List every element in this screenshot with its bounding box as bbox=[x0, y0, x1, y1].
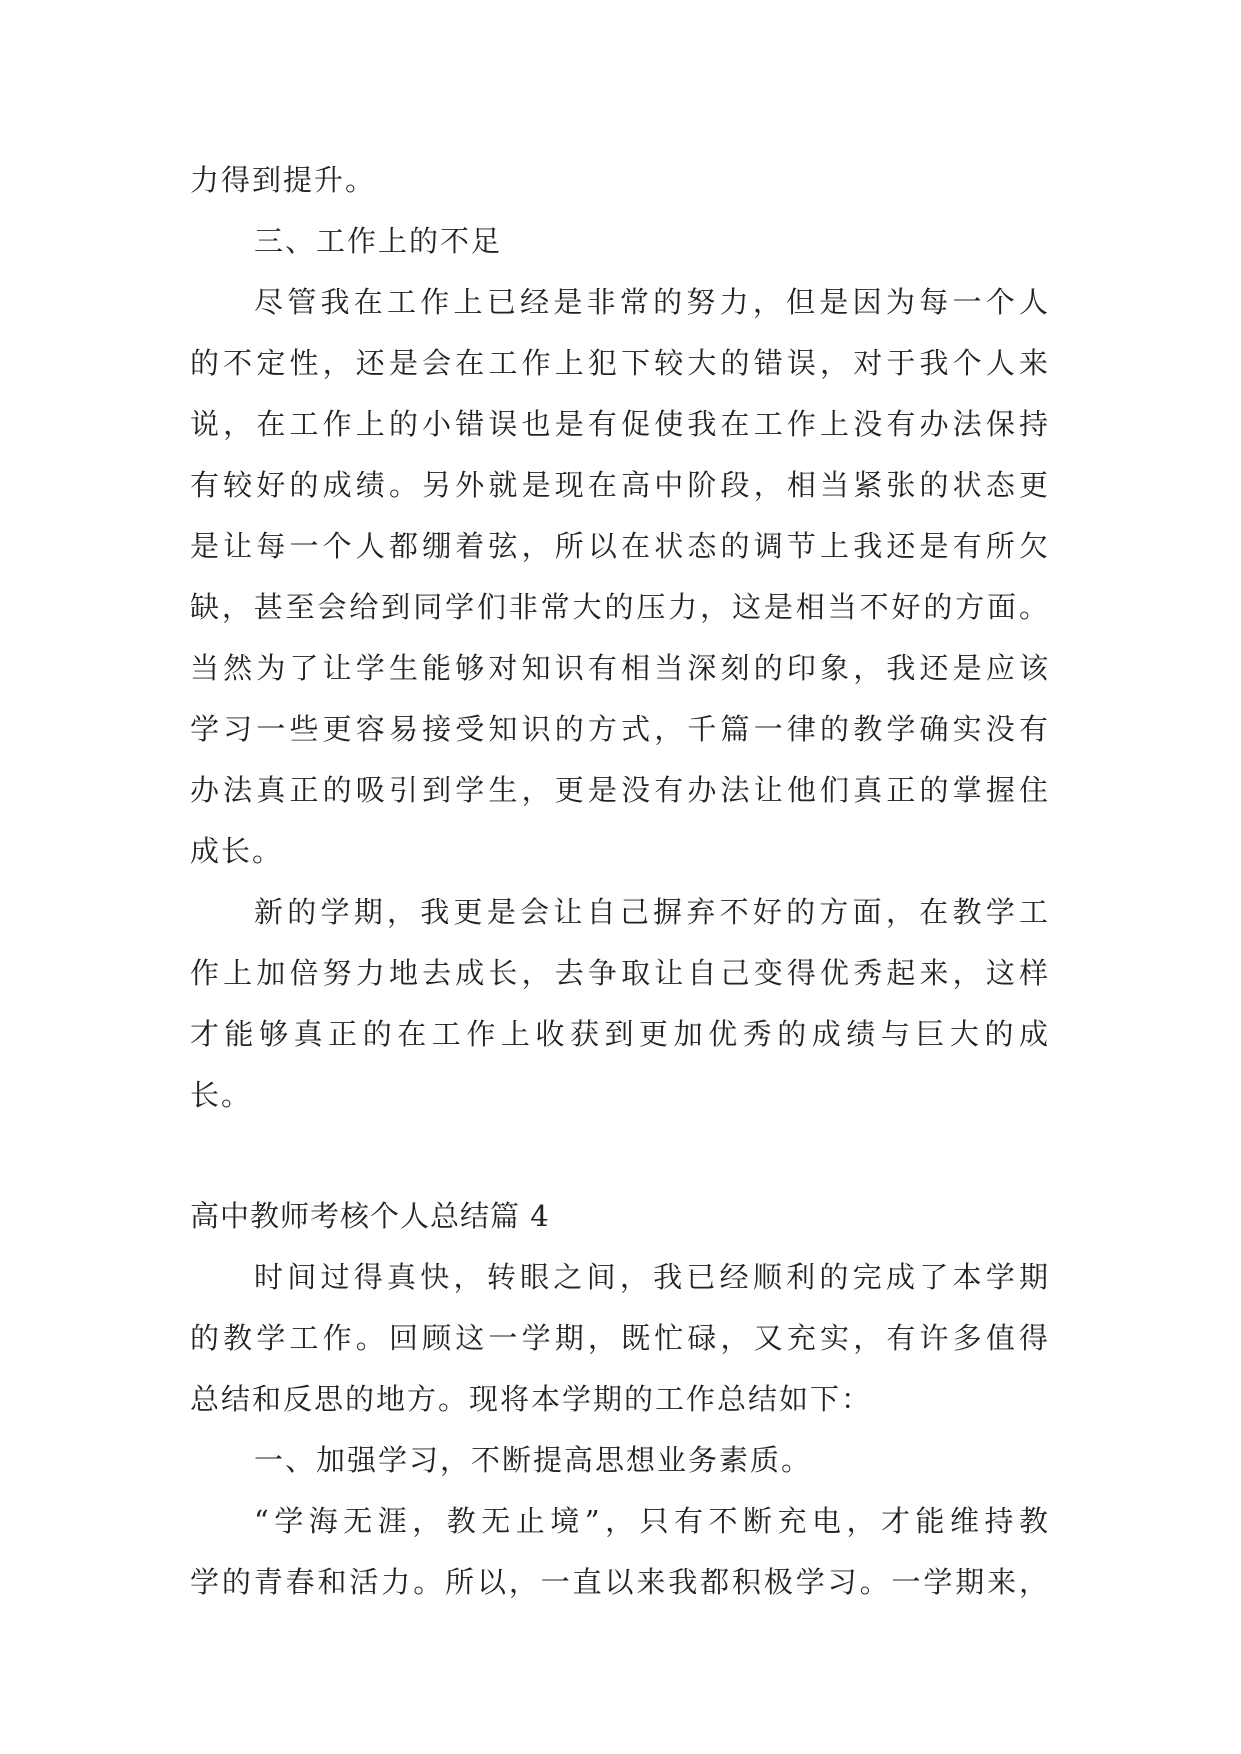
text-line: 力得到提升。 bbox=[190, 163, 377, 197]
paragraph-line: 尽管我在工作上已经是非常的努力，但是因为每一个人 bbox=[254, 285, 1050, 319]
paragraph-line: 作上加倍努力地去成长，去争取让自己变得优秀起来，这样 bbox=[190, 956, 1050, 990]
paragraph-line: 有较好的成绩。另外就是现在高中阶段，相当紧张的状态更 bbox=[190, 468, 1050, 502]
paragraph-line: 是让每一个人都绷着弦，所以在状态的调节上我还是有所欠 bbox=[190, 529, 1050, 563]
paragraph-line: 说，在工作上的小错误也是有促使我在工作上没有办法保持 bbox=[190, 407, 1050, 441]
article-title: 高中教师考核个人总结篇 4 bbox=[190, 1199, 550, 1233]
paragraph-line: 缺，甚至会给到同学们非常大的压力，这是相当不好的方面。 bbox=[190, 590, 1050, 624]
document-page bbox=[190, 150, 1050, 1613]
paragraph-line: 时间过得真快，转眼之间，我已经顺利的完成了本学期 bbox=[254, 1260, 1050, 1294]
paragraph-line: 才能够真正的在工作上收获到更加优秀的成绩与巨大的成 bbox=[190, 1017, 1050, 1051]
paragraph-line: 学习一些更容易接受知识的方式，千篇一律的教学确实没有 bbox=[190, 712, 1050, 746]
paragraph-line: 成长。 bbox=[190, 834, 284, 868]
paragraph-line: 总结和反思的地方。现将本学期的工作总结如下： bbox=[190, 1382, 873, 1416]
paragraph-line: 当然为了让学生能够对知识有相当深刻的印象，我还是应该 bbox=[190, 651, 1050, 685]
paragraph-line: 新的学期，我更是会让自己摒弃不好的方面，在教学工 bbox=[254, 895, 1050, 929]
paragraph-line: 的不定性，还是会在工作上犯下较大的错误，对于我个人来 bbox=[190, 346, 1050, 380]
paragraph-line: 长。 bbox=[190, 1078, 253, 1112]
paragraph-line: 办法真正的吸引到学生，更是没有办法让他们真正的掌握住 bbox=[190, 773, 1050, 807]
section-heading: 一、加强学习，不断提高思想业务素质。 bbox=[254, 1443, 813, 1477]
section-gap bbox=[190, 1126, 1050, 1186]
paragraph-line: “学海无涯，教无止境”，只有不断充电，才能维持教 bbox=[254, 1504, 1050, 1538]
paragraph-line: 的教学工作。回顾这一学期，既忙碌，又充实，有许多值得 bbox=[190, 1321, 1050, 1355]
paragraph-line: 学的青春和活力。所以，一直以来我都积极学习。一学期来， bbox=[190, 1565, 1050, 1599]
section-heading: 三、工作上的不足 bbox=[254, 224, 503, 258]
